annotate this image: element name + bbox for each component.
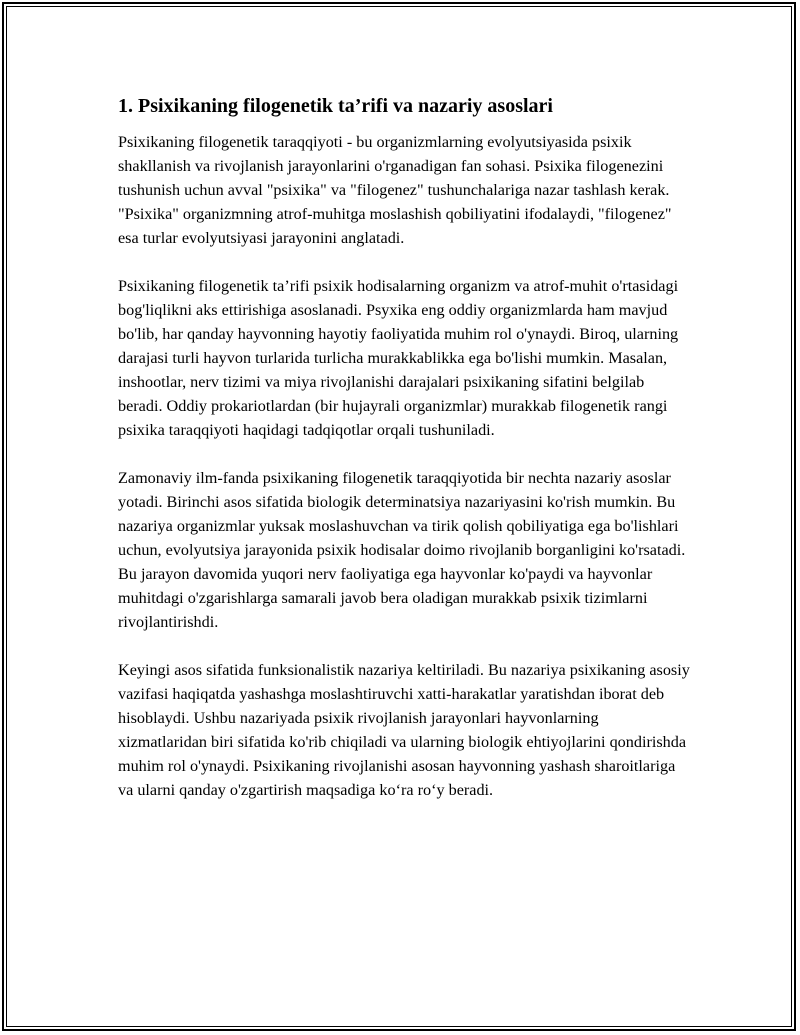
- paragraph-2: Psixikaning filogenetik ta’rifi psixik hodisalarning organizm va atrof-muhit o'rtasidagi bog'liqlikni aks ettirishiga asoslanadi. Psyxika eng oddiy organizmlarda ham mavjud bo'lib, har qanday hayvonning hayotiy faoliyatida muhim rol o'ynaydi. Biroq, ularning darajasi turli hayvon turlarida turlicha murakkablikka ega bo'lishi mumkin. Masalan, inshootlar, nerv tizimi va miya rivojlanishi darajalari psixikaning sifatini belgilab beradi. Oddiy prokariotlardan (bir hujayrali organizmlar) murakkab filogenetik rangi psixika taraqqiyoti haqidagi tadqiqotlar orqali tushuniladi.: [118, 277, 679, 439]
- section-heading: 1. Psixikaning filogenetik ta’rifi va nazariy asoslari: [118, 95, 553, 117]
- paragraph-4: Keyingi asos sifatida funksionalistik nazariya keltiriladi. Bu nazariya psixikaning asosiy vazifasi haqiqatda yashashga moslashtiruvchi xatti-harakatlar yaratishdan iborat deb hisoblaydi. Ushbu nazariyada psixik rivojlanish jarayonlari hayvonlarning xizmatlaridan biri sifatida ko'rib chiqiladi va ularning biologik ehtiyojlarini qondirishda muhim rol o'ynaydi. Psixikaning rivojlanishi asosan hayvonning yashash sharoitlariga va ularni qanday o'zgartirish maqsadiga ko‘ra ro‘y beradi.: [118, 661, 690, 799]
- document-body: [118, 92, 690, 826]
- paragraph-3: Zamonaviy ilm-fanda psixikaning filogenetik taraqqiyotida bir nechta nazariy asoslar yotadi. Birinchi asos sifatida biologik determinatsiya nazariyasini ko'rish mumkin. Bu nazariya organizmlar yuksak moslashuvchan va tirik qolish qobiliyatiga ega bo'lishlari uchun, evolyutsiya jarayonida psixik hodisalar doimo rivojlanib borganligini ko'rsatadi. Bu jarayon davomida yuqori nerv faoliyatiga ega hayvonlar ko'paydi va hayvonlar muhitdagi o'zgarishlarga samarali javob bera oladigan murakkab psixik tizimlarni rivojlantirishdi.: [118, 469, 686, 631]
- paragraph-1: Psixikaning filogenetik taraqqiyoti - bu organizmlarning evolyutsiyasida psixik shakllanish va rivojlanish jarayonlarini o'rganadigan fan sohasi. Psixika filogenezini tushunish uchun avval "psixika" va "filogenez" tushunchalariga nazar tashlash kerak. "Psixika" organizmning atrof-muhitga moslashish qobiliyatini ifodalaydi, "filogenez" esa turlar evolyutsiyasi jarayonini anglatadi.: [118, 133, 672, 247]
